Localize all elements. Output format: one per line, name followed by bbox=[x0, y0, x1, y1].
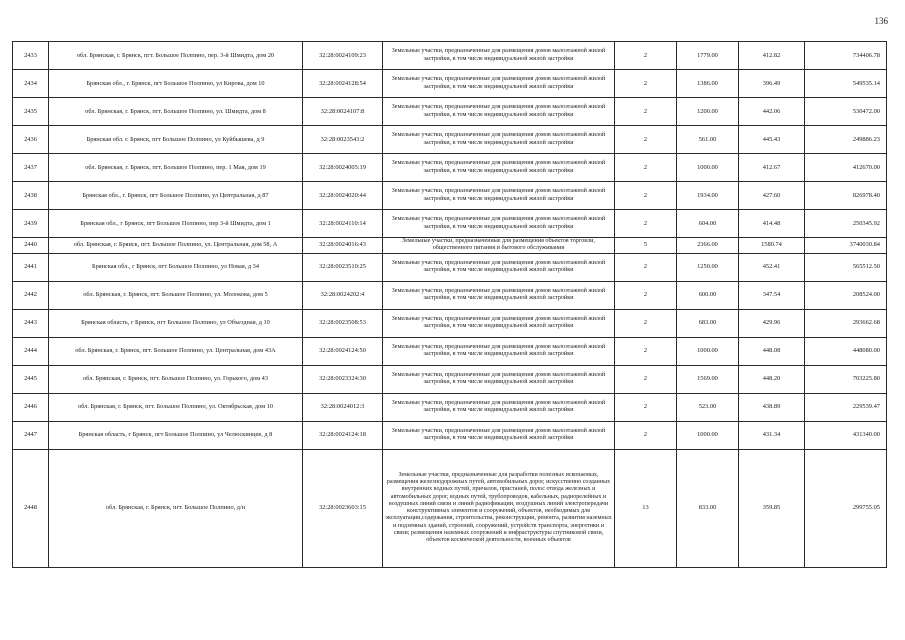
address-cell: обл. Брянская, г. Брянск, пгт. Большое Полпино, ул. Молокова, дом 5 bbox=[49, 281, 303, 309]
use-group-cell: 2 bbox=[615, 337, 677, 365]
address-cell: Брянская обл., г Брянск, пгт Большое Полпино, ул Новая, д 34 bbox=[49, 253, 303, 281]
land-use-purpose-cell: Земельные участки, предназначенные для размещения домов малоэтажной жилой застройки, в том числе индивидуальной жилой застройки bbox=[383, 393, 615, 421]
area-cell: 523.00 bbox=[677, 393, 739, 421]
cadastral-number-cell: 32:28:0024124:50 bbox=[303, 337, 383, 365]
land-use-purpose-cell: Земельные участки, предназначенные для размещения домов малоэтажной жилой застройки, в том числе индивидуальной жилой застройки bbox=[383, 154, 615, 182]
area-cell: 683.00 bbox=[677, 309, 739, 337]
cadastral-value-cell: 229539.47 bbox=[805, 393, 887, 421]
row-number-cell: 2445 bbox=[13, 365, 49, 393]
cadastral-value-cell: 734406.78 bbox=[805, 42, 887, 70]
row-number-cell: 2442 bbox=[13, 281, 49, 309]
area-cell: 1000.00 bbox=[677, 154, 739, 182]
cadastral-value-cell: 3740030.84 bbox=[805, 238, 887, 254]
address-cell: обл. Брянская, г. Брянск, пгт. Большое Полпино, ул. Октябрьская, дом 10 bbox=[49, 393, 303, 421]
area-cell: 1200.00 bbox=[677, 98, 739, 126]
land-plots-table bbox=[12, 41, 887, 568]
specific-value-cell: 445.43 bbox=[739, 126, 805, 154]
land-use-purpose-cell: Земельные участки, предназначенные для размещения домов малоэтажной жилой застройки, в том числе индивидуальной жилой застройки bbox=[383, 421, 615, 449]
specific-value-cell: 347.54 bbox=[739, 281, 805, 309]
use-group-cell: 2 bbox=[615, 42, 677, 70]
cadastral-value-cell: 549535.14 bbox=[805, 70, 887, 98]
row-number-cell: 2436 bbox=[13, 126, 49, 154]
row-number-cell: 2438 bbox=[13, 182, 49, 210]
use-group-cell: 2 bbox=[615, 154, 677, 182]
table-row bbox=[13, 42, 887, 70]
area-cell: 1000.00 bbox=[677, 421, 739, 449]
area-cell: 1779.00 bbox=[677, 42, 739, 70]
table-row bbox=[13, 365, 887, 393]
cadastral-value-cell: 530472.00 bbox=[805, 98, 887, 126]
use-group-cell: 2 bbox=[615, 421, 677, 449]
specific-value-cell: 427.60 bbox=[739, 182, 805, 210]
row-number-cell: 2435 bbox=[13, 98, 49, 126]
cadastral-value-cell: 703225.80 bbox=[805, 365, 887, 393]
use-group-cell: 2 bbox=[615, 126, 677, 154]
table-row bbox=[13, 210, 887, 238]
row-number-cell: 2447 bbox=[13, 421, 49, 449]
specific-value-cell: 396.49 bbox=[739, 70, 805, 98]
table-row bbox=[13, 98, 887, 126]
use-group-cell: 2 bbox=[615, 365, 677, 393]
table-row bbox=[13, 309, 887, 337]
cadastral-number-cell: 32:28:0024107:8 bbox=[303, 98, 383, 126]
address-cell: Брянская область, г Брянск, пгт Большое Полпино, ул Объездная, д 10 bbox=[49, 309, 303, 337]
address-cell: обл. Брянская, г. Брянск, пгт. Большое Полпино, пер. 1 Мая, дом 19 bbox=[49, 154, 303, 182]
table-row bbox=[13, 238, 887, 254]
address-cell: обл. Брянская, г. Брянск, пгт. Большое Полпино, д/н bbox=[49, 449, 303, 567]
address-cell: Брянская обл. г. Брянск, пгт Большое Полпино, ул Куйбышева, д 9 bbox=[49, 126, 303, 154]
specific-value-cell: 438.89 bbox=[739, 393, 805, 421]
row-number-cell: 2439 bbox=[13, 210, 49, 238]
table-row bbox=[13, 281, 887, 309]
use-group-cell: 2 bbox=[615, 210, 677, 238]
use-group-cell: 2 bbox=[615, 98, 677, 126]
use-group-cell: 13 bbox=[615, 449, 677, 567]
table-row bbox=[13, 126, 887, 154]
land-use-purpose-cell: Земельные участки, предназначенные для размещения домов малоэтажной жилой застройки, в том числе индивидуальной жилой застройки bbox=[383, 253, 615, 281]
specific-value-cell: 448.08 bbox=[739, 337, 805, 365]
table-row bbox=[13, 182, 887, 210]
cadastral-value-cell: 250345.92 bbox=[805, 210, 887, 238]
area-cell: 1250.00 bbox=[677, 253, 739, 281]
area-cell: 604.00 bbox=[677, 210, 739, 238]
specific-value-cell: 412.67 bbox=[739, 154, 805, 182]
table-row bbox=[13, 421, 887, 449]
area-cell: 1386.00 bbox=[677, 70, 739, 98]
cadastral-number-cell: 32:28:0024109:23 bbox=[303, 42, 383, 70]
land-use-purpose-cell: Земельные участки, предназначенные для размещения домов малоэтажной жилой застройки, в том числе индивидуальной жилой застройки bbox=[383, 126, 615, 154]
cadastral-number-cell: 32:28:0024202:4 bbox=[303, 281, 383, 309]
specific-value-cell: 359.85 bbox=[739, 449, 805, 567]
cadastral-value-cell: 826978.40 bbox=[805, 182, 887, 210]
row-number-cell: 2440 bbox=[13, 238, 49, 254]
cadastral-value-cell: 565512.50 bbox=[805, 253, 887, 281]
address-cell: Брянская область, г Брянск, пгт Большое Полпино, ул Челюскинцев, д 8 bbox=[49, 421, 303, 449]
cadastral-number-cell: 32:28:0024128:54 bbox=[303, 70, 383, 98]
land-use-purpose-cell: Земельные участки, предназначенные для разработки полезных ископаемых, размещения железнодорожных путей, автомобильных дорог, искусственно созданных внутренних водных путей, причалов, пристаней, полос отвода железных и автомобильных дорог, водных путей, трубопроводов, кабельных, радиорелейных и воздушных линий связи и линий радиофикации, воздушных линий электропередачи конструктивных элементов и сооружений, объектов, необходимых для эксплуатации,содержания, строительства, реконструкции, ремонта, развития наземных и подземных зданий, строений, сооружений, устройств транспорта, энергетики и связи; размещения наземных сооружений и инфраструктуры спутниковой связи, объектов космической деятельности, военных объектов bbox=[383, 449, 615, 567]
use-group-cell: 5 bbox=[615, 238, 677, 254]
table-body bbox=[13, 42, 887, 568]
row-number-cell: 2443 bbox=[13, 309, 49, 337]
area-cell: 1934.00 bbox=[677, 182, 739, 210]
cadastral-number-cell: 32:28:0023324:30 bbox=[303, 365, 383, 393]
table-row bbox=[13, 154, 887, 182]
row-number-cell: 2434 bbox=[13, 70, 49, 98]
area-cell: 1000.00 bbox=[677, 337, 739, 365]
row-number-cell: 2448 bbox=[13, 449, 49, 567]
specific-value-cell: 448.20 bbox=[739, 365, 805, 393]
address-cell: Брянская обл., г. Брянск, пгт Большое Полпино, ул Кирова, дом 10 bbox=[49, 70, 303, 98]
land-use-purpose-cell: Земельные участки, предназначенные для размещения домов малоэтажной жилой застройки, в том числе индивидуальной жилой застройки bbox=[383, 42, 615, 70]
address-cell: Брянская обл., г Брянск, пгт Большое Полпино, пер 3-й Шмидта, дом 1 bbox=[49, 210, 303, 238]
cadastral-number-cell: 32:28:0024124:18 bbox=[303, 421, 383, 449]
table-row bbox=[13, 70, 887, 98]
cadastral-number-cell: 32:28:0023543:2 bbox=[303, 126, 383, 154]
row-number-cell: 2446 bbox=[13, 393, 49, 421]
cadastral-number-cell: 32:28:0024020:44 bbox=[303, 182, 383, 210]
specific-value-cell: 442.06 bbox=[739, 98, 805, 126]
address-cell: обл. Брянская, г. Брянск, пгт. Большое Полпино, ул. Центральная, дом 43А bbox=[49, 337, 303, 365]
land-use-purpose-cell: Земельные участки, предназначенные для размещения домов малоэтажной жилой застройки, в том числе индивидуальной жилой застройки bbox=[383, 70, 615, 98]
cadastral-value-cell: 293662.68 bbox=[805, 309, 887, 337]
table-row bbox=[13, 449, 887, 567]
use-group-cell: 2 bbox=[615, 281, 677, 309]
cadastral-number-cell: 32:28:0023510:25 bbox=[303, 253, 383, 281]
specific-value-cell: 429.96 bbox=[739, 309, 805, 337]
row-number-cell: 2444 bbox=[13, 337, 49, 365]
address-cell: обл. Брянская, г. Брянск, пгт. Большое Полпино, пер. 3-й Шмидта, дом 20 bbox=[49, 42, 303, 70]
cadastral-number-cell: 32:28:0024012:3 bbox=[303, 393, 383, 421]
row-number-cell: 2433 bbox=[13, 42, 49, 70]
page-number: 136 bbox=[874, 16, 888, 26]
land-use-purpose-cell: Земельные участки, предназначенные для размещения домов малоэтажной жилой застройки, в том числе индивидуальной жилой застройки bbox=[383, 309, 615, 337]
row-number-cell: 2441 bbox=[13, 253, 49, 281]
table-row bbox=[13, 393, 887, 421]
table-row bbox=[13, 337, 887, 365]
use-group-cell: 2 bbox=[615, 309, 677, 337]
use-group-cell: 2 bbox=[615, 253, 677, 281]
specific-value-cell: 452.41 bbox=[739, 253, 805, 281]
area-cell: 833.00 bbox=[677, 449, 739, 567]
cadastral-number-cell: 32:28:0024110:14 bbox=[303, 210, 383, 238]
cadastral-value-cell: 412670.00 bbox=[805, 154, 887, 182]
land-use-purpose-cell: Земельные участки, предназначенные для размещения объектов торговли, общественного питания и бытового обслуживания bbox=[383, 238, 615, 254]
cadastral-number-cell: 32:28:0023508:53 bbox=[303, 309, 383, 337]
cadastral-number-cell: 32:28:0023603:15 bbox=[303, 449, 383, 567]
cadastral-value-cell: 299755.05 bbox=[805, 449, 887, 567]
land-use-purpose-cell: Земельные участки, предназначенные для размещения домов малоэтажной жилой застройки, в том числе индивидуальной жилой застройки bbox=[383, 182, 615, 210]
address-cell: обл. Брянская, г. Брянск, пгт. Большое Полпино, ул. Горького, дом 43 bbox=[49, 365, 303, 393]
land-use-purpose-cell: Земельные участки, предназначенные для размещения домов малоэтажной жилой застройки, в том числе индивидуальной жилой застройки bbox=[383, 281, 615, 309]
cadastral-value-cell: 448080.00 bbox=[805, 337, 887, 365]
use-group-cell: 2 bbox=[615, 182, 677, 210]
area-cell: 600.00 bbox=[677, 281, 739, 309]
cadastral-value-cell: 249886.23 bbox=[805, 126, 887, 154]
use-group-cell: 2 bbox=[615, 393, 677, 421]
table-row bbox=[13, 253, 887, 281]
specific-value-cell: 414.48 bbox=[739, 210, 805, 238]
area-cell: 2366.00 bbox=[677, 238, 739, 254]
specific-value-cell: 1580.74 bbox=[739, 238, 805, 254]
cadastral-number-cell: 32:28:0024016:43 bbox=[303, 238, 383, 254]
address-cell: обл. Брянская, г. Брянск, пгт. Большое Полпино, ул. Центральная, дом 58, А bbox=[49, 238, 303, 254]
cadastral-value-cell: 431340.00 bbox=[805, 421, 887, 449]
land-use-purpose-cell: Земельные участки, предназначенные для размещения домов малоэтажной жилой застройки, в том числе индивидуальной жилой застройки bbox=[383, 98, 615, 126]
land-use-purpose-cell: Земельные участки, предназначенные для размещения домов малоэтажной жилой застройки, в том числе индивидуальной жилой застройки bbox=[383, 210, 615, 238]
land-use-purpose-cell: Земельные участки, предназначенные для размещения домов малоэтажной жилой застройки, в том числе индивидуальной жилой застройки bbox=[383, 337, 615, 365]
use-group-cell: 2 bbox=[615, 70, 677, 98]
area-cell: 1569.00 bbox=[677, 365, 739, 393]
specific-value-cell: 431.34 bbox=[739, 421, 805, 449]
cadastral-value-cell: 208524.00 bbox=[805, 281, 887, 309]
land-use-purpose-cell: Земельные участки, предназначенные для размещения домов малоэтажной жилой застройки, в том числе индивидуальной жилой застройки bbox=[383, 365, 615, 393]
cadastral-number-cell: 32:28:0024005:19 bbox=[303, 154, 383, 182]
address-cell: обл. Брянская, г. Брянск, пгт. Большое Полпино, ул. Шмидта, дом 8 bbox=[49, 98, 303, 126]
specific-value-cell: 412.82 bbox=[739, 42, 805, 70]
area-cell: 561.00 bbox=[677, 126, 739, 154]
address-cell: Брянская обл., г. Брянск, пгт Большое Полпино, ул Центральная, д 87 bbox=[49, 182, 303, 210]
row-number-cell: 2437 bbox=[13, 154, 49, 182]
